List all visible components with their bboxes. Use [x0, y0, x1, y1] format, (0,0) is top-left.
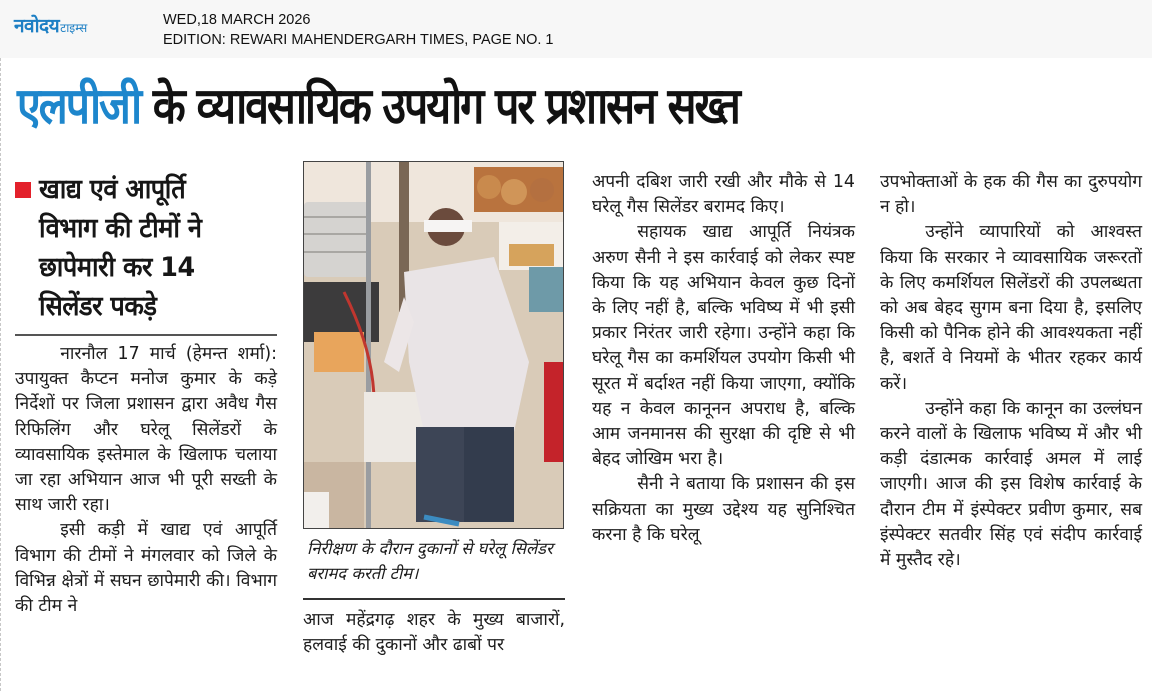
paragraph: सहायक खाद्य आपूर्ति नियंत्रक अरुण सैनी ने इस कार्रवाई को लेकर स्पष्ट किया कि यह अभियान केवल कुछ दिनों के लिए नहीं है, बल्कि भविष्य में भी इसी प्रकार निरंतर जारी रहेगा। उन्होंने कहा कि घरेलू गैस का कमर्शियल उपयोग किसी भी सूरत में बर्दाश्त नहीं किया जाएगा, क्योंकि यह न केवल कानूनन अपराध है, बल्कि आम जनमानस की सुरक्षा की दृष्टि से भी बेहद जोखिम भरा है।	[592, 222, 855, 470]
subheadline	[15, 170, 277, 326]
article-column-1	[15, 170, 277, 619]
issue-date: WED,18 MARCH 2026	[163, 12, 311, 28]
paragraph: इसी कड़ी में खाद्य एवं आपूर्ति विभाग की टीमों ने मंगलवार को जिले के विभिन्न क्षेत्रों में सघन छापेमारी की। विभाग की टीम ने	[15, 520, 277, 617]
article-headline	[17, 76, 739, 136]
subheadline-text: खाद्य एवं आपूर्ति विभाग की टीमों ने छापेमारी कर 14 सिलेंडर पकड़े	[39, 174, 202, 322]
paragraph: सैनी ने बताया कि प्रशासन की इस सक्रियता का मुख्य उद्देश्य यह सुनिश्चित करना है कि घरेलू	[592, 474, 855, 545]
logo-sub-text: टाइम्स	[60, 21, 88, 35]
paragraph: उन्होंने व्यापारियों को आश्वस्त किया कि सरकार ने व्यावसायिक जरूरतों के लिए कमर्शियल सिलेंडरों की उपलब्धता को अब बेहद सुगम बना दिया है, इसलिए किसी को पैनिक होने की आवश्यकता नहीं है, बशर्ते वे नियमों के भीतर रहकर कार्य करें।	[880, 222, 1142, 394]
headline-accent: एलपीजी	[17, 77, 140, 135]
newspaper-logo[interactable]	[14, 12, 87, 38]
headline-rest: के व्यावसायिक उपयोग पर प्रशासन सख्त	[139, 77, 739, 135]
photo-caption: निरीक्षण के दौरान दुकानों से घरेलू सिलेंडर बरामद करती टीम।	[307, 539, 553, 583]
article-column-4	[880, 170, 1142, 573]
article-photo[interactable]	[303, 161, 564, 529]
caption-divider	[303, 598, 565, 600]
bullet-square-icon	[15, 182, 31, 198]
article-column-3	[592, 170, 855, 548]
edition-info	[163, 10, 553, 50]
paragraph: अपनी दबिश जारी रखी और मौके से 14 घरेलू गैस सिलेंडर बरामद किए।	[592, 172, 855, 218]
masthead-bar	[0, 0, 1152, 58]
inspection-photo-icon	[304, 162, 564, 529]
paragraph: उपभोक्ताओं के हक की गैस का दुरुपयोग न हो।	[880, 172, 1142, 218]
paragraph: नारनौल 17 मार्च (हेमन्त शर्मा): उपायुक्त कैप्टन मनोज कुमार के कड़े निर्देशों पर जिला प्रशासन द्वारा अवैध गैस रिफिलिंग और घरेलू सिलेंडरों के व्यावसायिक इस्तेमाल के खिलाफ चलाया जा रहा अभियान आज भी पूरी सख्ती के साथ जारी रहा।	[15, 344, 277, 516]
edition-page: EDITION: REWARI MAHENDERGARH TIMES, PAGE NO. 1	[163, 32, 554, 48]
paragraph: उन्होंने कहा कि कानून का उल्लंघन करने वालों के खिलाफ भविष्य में और भी कड़ी दंडात्मक कार्रवाई अमल में लाई जाएगी। आज की इस विशेष कार्रवाई के दौरान टीम में इंस्पेक्टर प्रवीण कुमार, सब इंस्पेक्टर सतवीर सिंह एवं संदीप कार्रवाई में मुस्तैद रहे।	[880, 398, 1142, 571]
article-column-2	[303, 608, 565, 658]
newspaper-page	[0, 58, 1152, 691]
subheadline-divider	[15, 334, 277, 336]
logo-main-text: नवोदय	[14, 15, 60, 37]
paragraph: आज महेंद्रगढ़ शहर के मुख्य बाजारों, हलवाई की दुकानों और ढाबों पर	[303, 610, 565, 656]
